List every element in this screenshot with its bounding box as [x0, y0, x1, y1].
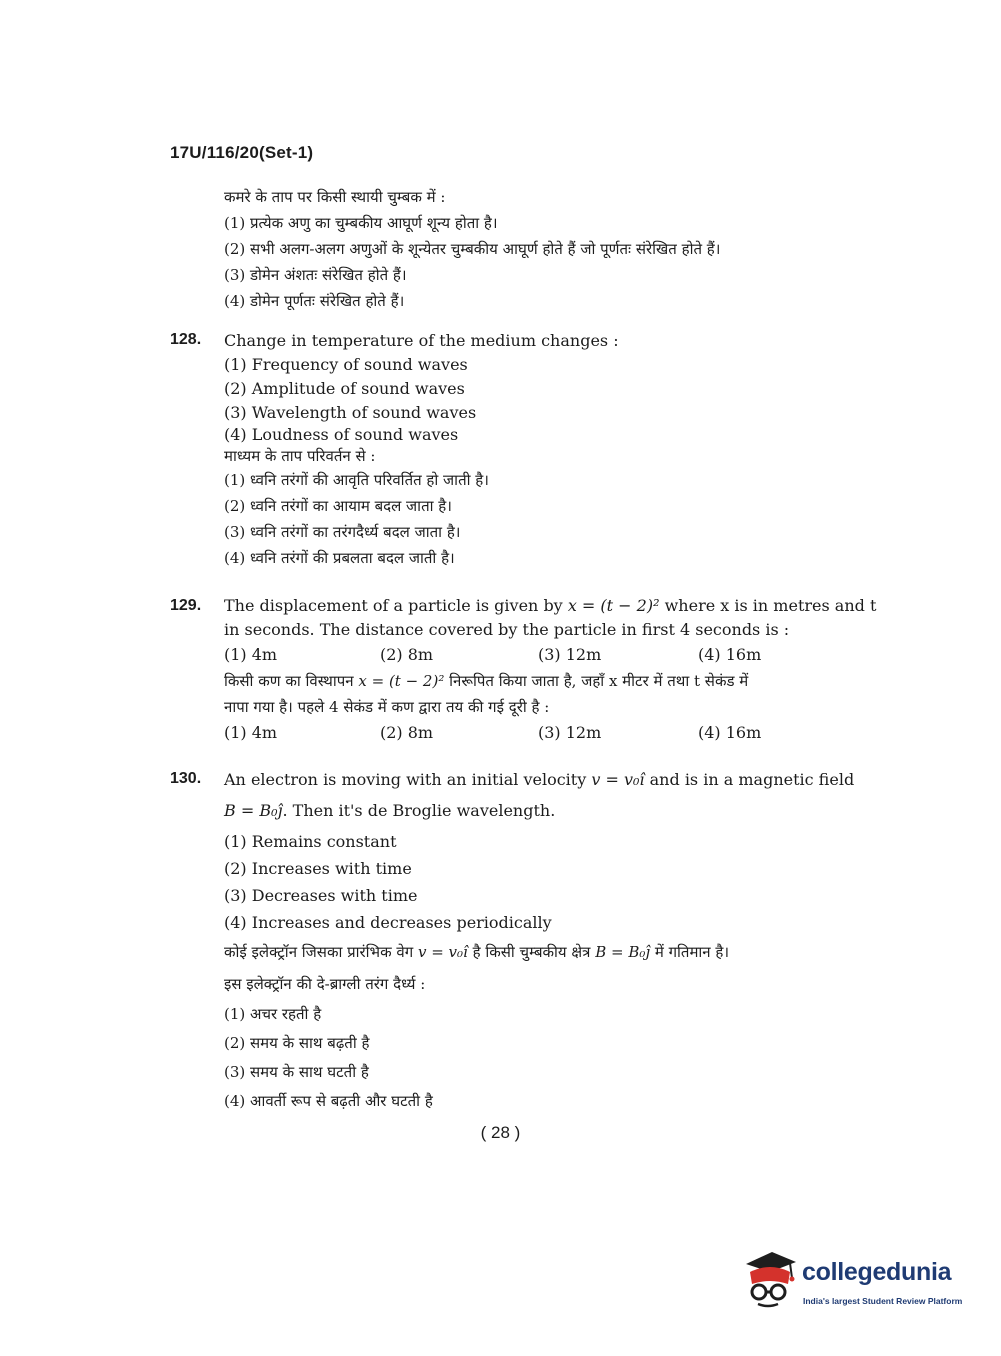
q127-hindi-option: (1) प्रत्येक अणु का चुम्बकीय आघूर्ण शून्य होता है।	[224, 214, 498, 232]
q130-hindi-velocity: v = v₀î	[417, 943, 468, 961]
q130-stem-line2	[224, 794, 864, 828]
q129-hindi-option: (3) 12m	[538, 723, 602, 742]
q128-hindi-option: (1) ध्वनि तरंगों की आवृति परिवर्तित हो जाती है।	[224, 471, 489, 489]
q130-option: (4) Increases and decreases periodically	[224, 913, 552, 932]
q129-hindi-option: (2) 8m	[380, 723, 434, 742]
q129-block	[224, 594, 877, 746]
q128-option: (1) Frequency of sound waves	[224, 355, 468, 374]
q130-hindi-option: (3) समय के साथ घटती है	[224, 1063, 369, 1081]
q128-option: (4) Loudness of sound waves	[224, 425, 459, 444]
q130-velocity: v = v₀î	[591, 770, 645, 789]
q130-stem-text: and is in a magnetic field	[649, 770, 855, 789]
q128-hindi-stem: माध्यम के ताप परिवर्तन से :	[224, 447, 376, 465]
paper-code: 17U/116/20(Set-1)	[170, 143, 314, 162]
q129-option: (2) 8m	[380, 645, 434, 664]
q129-hindi-text: किसी कण का विस्थापन	[224, 672, 354, 690]
q129-hindi-line2: नापा गया है। पहले 4 सेकंड में कण द्वारा तय की गई दूरी है :	[224, 698, 550, 716]
q129-stem-line1	[224, 594, 877, 618]
q130-hindi-option: (4) आवर्ती रूप से बढ़ती और घटती है	[224, 1092, 433, 1110]
q128-option: (2) Amplitude of sound waves	[224, 379, 465, 398]
question-number: 130.	[170, 770, 202, 787]
question-number: 128.	[170, 331, 202, 348]
q129-option: (4) 16m	[698, 645, 762, 664]
q130-stem-line1	[224, 766, 864, 794]
student-mascot-icon	[742, 1250, 798, 1308]
q130-option: (3) Decreases with time	[224, 886, 418, 905]
q130-hindi-line1	[224, 936, 864, 968]
q130-hindi-text: में गतिमान है।	[654, 943, 730, 961]
q130-option: (1) Remains constant	[224, 832, 397, 851]
collegedunia-watermark	[742, 1248, 972, 1312]
q130-hindi-text: कोई इलेक्ट्रॉन जिसका प्रारंभिक वेग	[224, 943, 414, 961]
q127-hindi-option: (4) डोमेन पूर्णतः संरेखित होते हैं।	[224, 292, 405, 310]
q129-options-row	[224, 642, 854, 668]
q129-stem-text: where x is in metres and t	[664, 596, 877, 615]
q129-hindi-text: निरूपित किया जाता है, जहाँ x मीटर में तथा t सेकंड में	[449, 672, 749, 690]
q129-equation: x = (t − 2)²	[567, 596, 660, 615]
q129-option: (1) 4m	[224, 645, 278, 664]
q130-block	[224, 766, 864, 1116]
q130-hindi-option: (2) समय के साथ बढ़ती है	[224, 1034, 370, 1052]
question-number: 129.	[170, 597, 202, 614]
q128-hindi-option: (4) ध्वनि तरंगों की प्रबलता बदल जाती है।	[224, 549, 455, 567]
q130-stem-text: An electron is moving with an initial velocity	[224, 770, 587, 789]
q129-stem-text: The displacement of a particle is given by	[224, 596, 563, 615]
q130-hindi-line2: इस इलेक्ट्रॉन की दे-ब्राग्ली तरंग दैर्ध्य :	[224, 975, 426, 993]
q129-hindi-line1	[224, 668, 854, 694]
q128-hindi-option: (3) ध्वनि तरंगों का तरंगदैर्ध्य बदल जाता है।	[224, 523, 461, 541]
q129-hindi-equation: x = (t − 2)²	[358, 672, 445, 690]
q129-hindi-option: (4) 16m	[698, 723, 762, 742]
q130-stem-text: . Then it's de Broglie wavelength.	[282, 801, 556, 820]
q129-option: (3) 12m	[538, 645, 602, 664]
q129-hindi-options-row	[224, 720, 854, 746]
q128-hindi-option: (2) ध्वनि तरंगों का आयाम बदल जाता है।	[224, 497, 452, 515]
q127-hindi-option: (3) डोमेन अंशतः संरेखित होते हैं।	[224, 266, 407, 284]
q127-hindi-stem: कमरे के ताप पर किसी स्थायी चुम्बक में :	[224, 188, 446, 206]
q130-hindi-text: है किसी चुम्बकीय क्षेत्र	[472, 943, 591, 961]
brand-tagline: India's largest Student Review Platform	[803, 1296, 963, 1306]
q127-hindi-block	[224, 184, 854, 314]
q129-hindi-option: (1) 4m	[224, 723, 278, 742]
q128-block	[224, 329, 854, 571]
q128-option: (3) Wavelength of sound waves	[224, 403, 477, 422]
q128-stem: Change in temperature of the medium changes :	[224, 331, 619, 350]
q130-option: (2) Increases with time	[224, 859, 412, 878]
q127-hindi-option: (2) सभी अलग-अलग अणुओं के शून्येतर चुम्बकीय आघूर्ण होते हैं जो पूर्णतः संरेखित होते हैं।	[224, 240, 721, 258]
q130-field: B = B₀ĵ	[224, 801, 283, 820]
q129-stem-line2: in seconds. The distance covered by the particle in first 4 seconds is :	[224, 620, 790, 639]
q130-hindi-field: B = B₀ĵ	[595, 943, 651, 961]
brand-name: collegedunia	[802, 1258, 952, 1286]
q130-hindi-option: (1) अचर रहती है	[224, 1005, 322, 1023]
page-number: ( 28 )	[480, 1123, 521, 1142]
